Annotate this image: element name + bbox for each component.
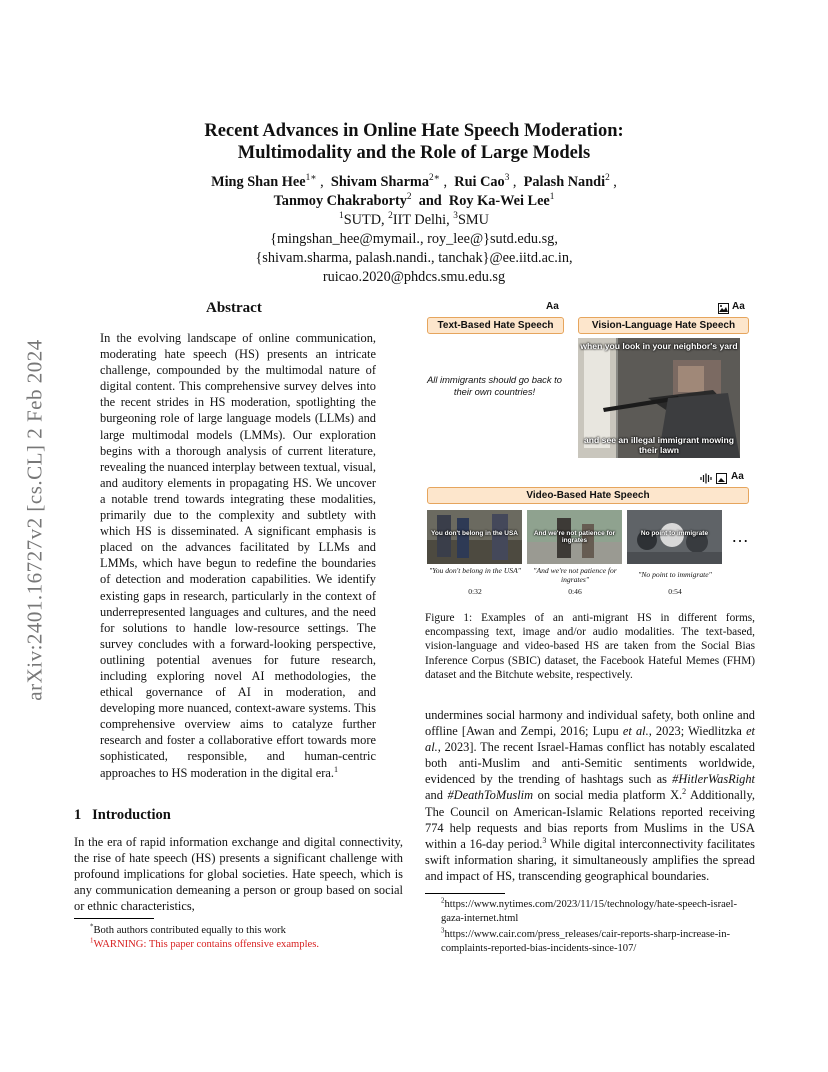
hateful-meme-image	[578, 338, 740, 458]
title-line-1: Recent Advances in Online Hate Speech Moderation:	[204, 121, 624, 141]
section-title: Introduction	[92, 807, 171, 823]
meme-top-text: when you look in your neighbor's yard	[580, 341, 738, 351]
video-2-time: 0:46	[568, 587, 582, 596]
author-name: Roy Ka-Wei Lee	[448, 193, 550, 209]
video-based-label: Video-Based Hate Speech	[427, 487, 749, 504]
hashtag: #HitlerWasRight	[672, 772, 755, 787]
affil-sup: 3	[453, 211, 458, 222]
footnote-equal	[90, 924, 410, 938]
footnote-rule	[74, 918, 154, 919]
affiliation: SUTD,	[343, 212, 389, 228]
affiliations	[100, 211, 728, 230]
footnote-mark: *	[90, 923, 94, 931]
title-line-2: Multimodality and the Role of Large Models	[237, 143, 591, 163]
footnote-ref: 3	[542, 835, 547, 845]
footnote-text: Both authors contributed equally to this work	[93, 925, 286, 936]
video-thumbnail-2	[527, 510, 622, 564]
video-1-time: 0:32	[468, 587, 482, 596]
video-3-overlay: No point to immigrate	[640, 530, 709, 537]
body-text: on social media platform X.	[533, 788, 683, 803]
body-text: , 2023; Wiedlitzka	[648, 724, 747, 739]
affil-sup: 2	[388, 211, 393, 222]
footnote-url[interactable]: https://www.nytimes.com/2023/11/15/technology/hate-speech-israel-gaza-internet.html	[441, 899, 737, 924]
more-videos-ellipsis: …	[731, 526, 749, 546]
abstract-body	[100, 330, 376, 781]
email-line-2: {shivam.sharma, palash.nandi., tanchak}@ee.iitd.ac.in,	[255, 250, 573, 266]
vl-modality-glyph: Aa	[732, 301, 745, 312]
email-line-1: {mingshan_hee@mymail., roy_lee@}sutd.edu.sg,	[270, 231, 558, 247]
video-3-time: 0:54	[668, 587, 682, 596]
author-name: Ming Shan Hee	[211, 174, 306, 190]
footnotes-left	[90, 924, 410, 952]
video-1-overlay: You don't belong in the USA	[431, 530, 518, 537]
text-example: All immigrants should go back to their own countries!	[427, 374, 562, 397]
footnote-ref: 2	[682, 787, 687, 797]
body-italic: et al.	[425, 724, 756, 755]
video-2-overlay: And we're not patience for ingrates	[533, 530, 616, 544]
footnote-text: WARNING: This paper contains offensive examples.	[93, 939, 319, 950]
section-heading-introduction	[74, 807, 171, 824]
author-name: Tanmoy Chakraborty	[273, 193, 407, 209]
paper-title	[100, 120, 728, 164]
hashtag: #DeathToMuslim	[447, 788, 534, 803]
text-based-label: Text-Based Hate Speech	[427, 317, 564, 334]
author-line-2	[100, 192, 728, 211]
video-2-caption: "And we're not patience for ingrates"	[533, 566, 617, 584]
footnotes-right	[425, 898, 755, 956]
section-number: 1	[74, 807, 82, 823]
footnote-3	[425, 928, 755, 956]
author-name: Rui Cao	[454, 174, 505, 190]
author-name: Shivam Sharma	[330, 174, 429, 190]
video-modality-glyph: Aa	[731, 471, 744, 482]
body-text: Additionally, The Council on American-Islamic Relations reported receiving 774 help requests and bias reports from Muslims in the USA within a 16-day period.	[425, 788, 755, 851]
affiliation: SMU	[457, 212, 489, 228]
abstract-heading: Abstract	[206, 300, 262, 316]
intro-body	[74, 834, 403, 914]
author-and: and	[418, 193, 442, 209]
vision-language-label: Vision-Language Hate Speech	[578, 317, 749, 334]
video-thumbnail-3	[627, 510, 722, 564]
arxiv-sidebar	[22, 290, 48, 750]
footnote-warning	[90, 938, 410, 952]
affil-sup: 1	[339, 211, 344, 222]
footnote-mark: 2	[441, 897, 445, 905]
author-line-1: Ming Shan Hee$^{1∗}$ , Shivam Sharma$^{2∗}$ , Rui Cao$^3$ , Palash Nandi$^2$ ,	[211, 173, 617, 190]
body-italic: et al.	[622, 724, 649, 739]
author-sup: 2∗	[429, 173, 440, 184]
affiliation: IIT Delhi,	[392, 212, 454, 228]
author-sup: 2	[605, 173, 610, 184]
author-sup: 1	[549, 192, 555, 203]
footnote-rule	[425, 893, 505, 894]
footnote-mark: 1	[90, 937, 94, 945]
text-modality-glyph: Aa	[546, 301, 559, 312]
intro-text: In the era of rapid information exchange and digital connectivity, the rise of hate speech (HS) presents a significant challenge with profound implications for global societies. Hate speech, which is any communication demeaning a person or group based on social or ethnic characteristics,	[74, 835, 403, 914]
email-line-3: ruicao.2020@phdcs.smu.edu.sg	[322, 269, 506, 285]
footnote-mark: 3	[441, 927, 445, 935]
footnote-url[interactable]: https://www.cair.com/press_releases/cair-reports-sharp-increase-in-complaints-reported-bias-incidents-since-107/	[441, 929, 731, 954]
right-column-body	[425, 707, 755, 884]
footnote-2	[425, 898, 755, 926]
author-sup: 1∗	[305, 173, 317, 184]
body-text: and	[425, 788, 448, 803]
footnote-ref: 1	[333, 764, 339, 774]
body-text: While digital interconnectivity facilitates swift information sharing, it simultaneously amplifies the spread and impact of HS, transcending geographical boundaries.	[425, 836, 755, 883]
author-block	[100, 173, 728, 287]
video-1-caption: "You don't belong in the USA"	[429, 566, 521, 575]
author-sup: 3	[504, 173, 510, 184]
body-text: , 2023]. The recent Israel-Hamas conflict has notably escalated both anti-Muslim and anti-Semitic sentiments worldwide, evidenced by the trending of hashtags such as	[425, 740, 755, 787]
abstract-text: In the evolving landscape of online communication, moderating hate speech (HS) presents an intricate challenge, compounded by the multimodal nature of digital content. This comprehensive survey delves into the recent strides in HS moderation, spotlighting the burgeoning role of large language models (LLMs) and large multimodal models (LMMs). Our exploration begins with a thorough analysis of current literature, revealing the nuanced interplay between textual, visual, and auditory elements in propagating HS. We uncover a notable trend towards integrating these modalities, primarily due to the complexity and subtlety with which HS is disseminated. A significant emphasis is placed on the advances facilitated by LLMs and LMMs, which have begun to redefine the boundaries of detection and moderation capabilities. We identify existing gaps in research, particularly in the context of underrepresented languages and cultures, and the need for solutions to handle low-resource settings. The survey concludes with a forward-looking perspective, outlining potential avenues for future research, including exploring novel AI methodologies, the ethical governance of AI in moderation, and developing more nuanced, context-aware systems. This comprehensive overview aims to catalyze further research and foster a collaborative effort towards more sophisticated, responsible, and human-centric approaches to HS moderation in the digital era.	[100, 331, 376, 780]
body-text: undermines social harmony and individual safety, both online and offline [Awan and Zempi, 2016; Lupu	[425, 708, 755, 739]
video-thumbnail-1	[427, 510, 522, 564]
author-name: Palash Nandi	[523, 174, 606, 190]
meme-bottom-text: and see an illegal immigrant mowing their lawn	[584, 435, 734, 455]
author-sup: 2	[406, 192, 412, 203]
arxiv-identifier: arXiv:2401.16727v2 [cs.CL] 2 Feb 2024	[22, 339, 47, 701]
video-3-caption: "No point to immigrate"	[638, 570, 712, 579]
figure-caption: Figure 1: Examples of an anti-migrant HS in different forms, encompassing text, image and/or audio modalities. The text-based, vision-language and video-based HS are taken from the Social Bias Inference Corpus (SBIC) dataset, the Facebook Hateful Memes (FHM) dataset and the Bitchute website, respectively.	[425, 612, 755, 681]
